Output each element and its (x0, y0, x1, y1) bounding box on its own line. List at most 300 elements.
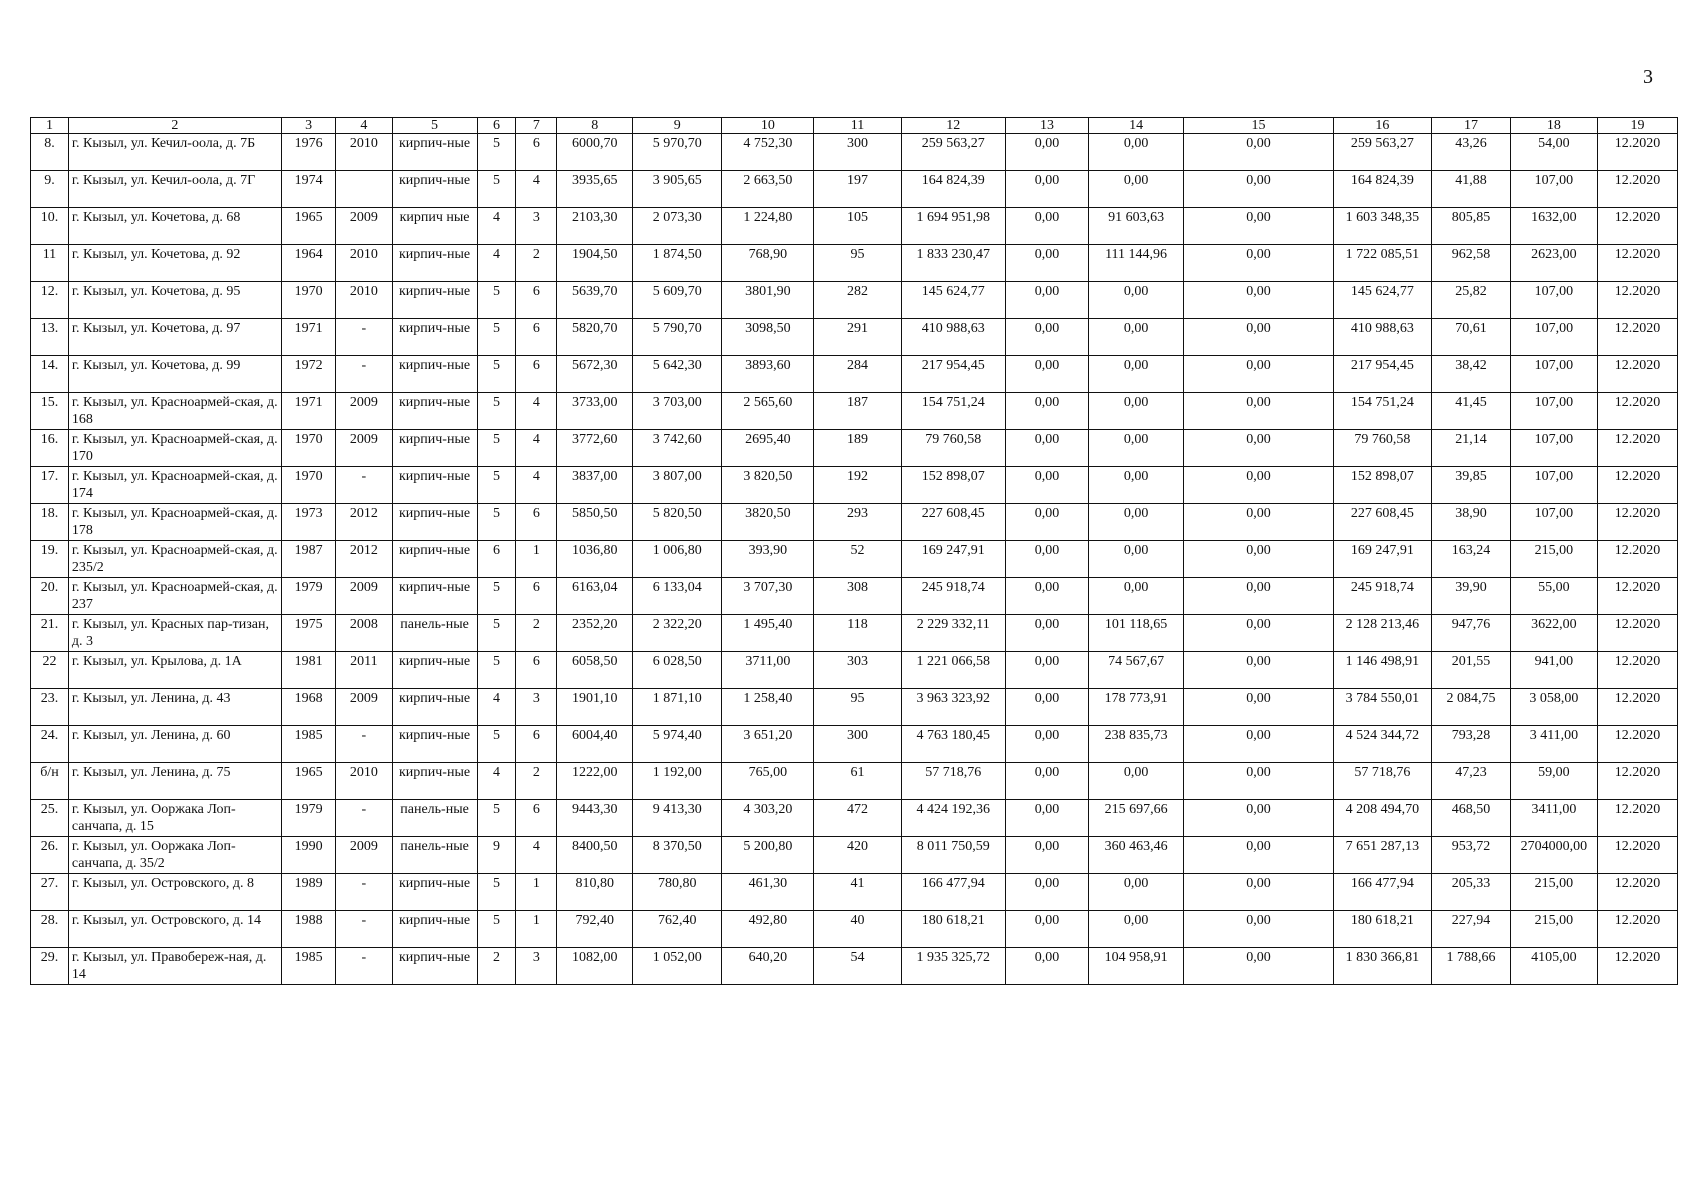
renovation-year-cell: - (336, 356, 392, 393)
total-area-cell: 3733,00 (557, 393, 633, 430)
floors-cell: 4 (477, 689, 516, 726)
cost-per-sqm-cell: 41,45 (1432, 393, 1511, 430)
table-row (31, 541, 1678, 578)
build-year-cell: 1988 (281, 911, 335, 948)
deadline-cell: 12.2020 (1597, 800, 1677, 837)
owners-share-cell: 1 722 085,51 (1333, 245, 1431, 282)
residents-cell: 472 (814, 800, 901, 837)
build-year-cell: 1985 (281, 948, 335, 985)
total-cost-cell: 227 608,45 (901, 504, 1005, 541)
build-year-cell: 1970 (281, 467, 335, 504)
floors-cell: 5 (477, 467, 516, 504)
wall-material-cell: панель-ные (392, 837, 477, 874)
renovation-year-cell: - (336, 948, 392, 985)
entrances-cell: 1 (516, 874, 557, 911)
total-cost-cell: 79 760,58 (901, 430, 1005, 467)
budget-share-cell: 0,00 (1088, 171, 1183, 208)
total-area-cell: 8400,50 (557, 837, 633, 874)
entrances-cell: 4 (516, 467, 557, 504)
cost-per-sqm-cell: 1 788,66 (1432, 948, 1511, 985)
column-number-cell: 17 (1432, 118, 1511, 134)
residents-cell: 308 (814, 578, 901, 615)
residents-cell: 40 (814, 911, 901, 948)
table-row (31, 800, 1678, 837)
fund-share-cell: 0,00 (1005, 726, 1088, 763)
residents-cell: 192 (814, 467, 901, 504)
limit-cost-cell: 2704000,00 (1510, 837, 1597, 874)
budget-share-cell: 178 773,91 (1088, 689, 1183, 726)
other-share-cell: 0,00 (1184, 282, 1334, 319)
other-share-cell: 0,00 (1184, 467, 1334, 504)
cost-per-sqm-cell: 227,94 (1432, 911, 1511, 948)
nonresidential-area-cell: 3893,60 (722, 356, 814, 393)
address-cell: г. Кызыл, ул. Кочетова, д. 68 (68, 208, 281, 245)
budget-share-cell: 0,00 (1088, 874, 1183, 911)
address-cell: г. Кызыл, ул. Красноармей-ская, д. 174 (68, 467, 281, 504)
residential-area-cell: 1 052,00 (633, 948, 722, 985)
column-number-cell: 11 (814, 118, 901, 134)
build-year-cell: 1970 (281, 282, 335, 319)
limit-cost-cell: 59,00 (1510, 763, 1597, 800)
owners-share-cell: 166 477,94 (1333, 874, 1431, 911)
budget-share-cell: 91 603,63 (1088, 208, 1183, 245)
table-row (31, 837, 1678, 874)
total-area-cell: 1222,00 (557, 763, 633, 800)
entrances-cell: 3 (516, 208, 557, 245)
total-area-cell: 810,80 (557, 874, 633, 911)
build-year-cell: 1971 (281, 319, 335, 356)
budget-share-cell: 0,00 (1088, 430, 1183, 467)
fund-share-cell: 0,00 (1005, 134, 1088, 171)
renovation-year-cell: 2010 (336, 282, 392, 319)
residents-cell: 420 (814, 837, 901, 874)
address-cell: г. Кызыл, ул. Кечил-оола, д. 7Б (68, 134, 281, 171)
total-area-cell: 3935,65 (557, 171, 633, 208)
owners-share-cell: 152 898,07 (1333, 467, 1431, 504)
build-year-cell: 1971 (281, 393, 335, 430)
budget-share-cell: 0,00 (1088, 393, 1183, 430)
fund-share-cell: 0,00 (1005, 245, 1088, 282)
floors-cell: 4 (477, 208, 516, 245)
fund-share-cell: 0,00 (1005, 430, 1088, 467)
table-row (31, 689, 1678, 726)
residential-area-cell: 3 807,00 (633, 467, 722, 504)
limit-cost-cell: 3411,00 (1510, 800, 1597, 837)
nonresidential-area-cell: 3711,00 (722, 652, 814, 689)
limit-cost-cell: 54,00 (1510, 134, 1597, 171)
table-row (31, 948, 1678, 985)
table-row (31, 615, 1678, 652)
limit-cost-cell: 215,00 (1510, 541, 1597, 578)
row-number-cell: 14. (31, 356, 69, 393)
wall-material-cell: кирпич-ные (392, 948, 477, 985)
total-cost-cell: 164 824,39 (901, 171, 1005, 208)
total-cost-cell: 245 918,74 (901, 578, 1005, 615)
cost-per-sqm-cell: 163,24 (1432, 541, 1511, 578)
address-cell: г. Кызыл, ул. Красных пар-тизан, д. 3 (68, 615, 281, 652)
fund-share-cell: 0,00 (1005, 652, 1088, 689)
total-area-cell: 1036,80 (557, 541, 633, 578)
nonresidential-area-cell: 3 820,50 (722, 467, 814, 504)
fund-share-cell: 0,00 (1005, 541, 1088, 578)
row-number-cell: 23. (31, 689, 69, 726)
address-cell: г. Кызыл, ул. Кечил-оола, д. 7Г (68, 171, 281, 208)
limit-cost-cell: 215,00 (1510, 874, 1597, 911)
total-cost-cell: 169 247,91 (901, 541, 1005, 578)
residents-cell: 291 (814, 319, 901, 356)
nonresidential-area-cell: 640,20 (722, 948, 814, 985)
renovation-year-cell: 2008 (336, 615, 392, 652)
owners-share-cell: 180 618,21 (1333, 911, 1431, 948)
floors-cell: 5 (477, 282, 516, 319)
wall-material-cell: кирпич-ные (392, 393, 477, 430)
deadline-cell: 12.2020 (1597, 245, 1677, 282)
total-cost-cell: 57 718,76 (901, 763, 1005, 800)
limit-cost-cell: 2623,00 (1510, 245, 1597, 282)
budget-share-cell: 0,00 (1088, 467, 1183, 504)
column-number-row (31, 118, 1678, 134)
floors-cell: 6 (477, 541, 516, 578)
deadline-cell: 12.2020 (1597, 911, 1677, 948)
residents-cell: 282 (814, 282, 901, 319)
total-area-cell: 6163,04 (557, 578, 633, 615)
nonresidential-area-cell: 4 752,30 (722, 134, 814, 171)
owners-share-cell: 164 824,39 (1333, 171, 1431, 208)
wall-material-cell: кирпич-ные (392, 763, 477, 800)
owners-share-cell: 2 128 213,46 (1333, 615, 1431, 652)
limit-cost-cell: 3622,00 (1510, 615, 1597, 652)
limit-cost-cell: 107,00 (1510, 171, 1597, 208)
nonresidential-area-cell: 3 651,20 (722, 726, 814, 763)
row-number-cell: 26. (31, 837, 69, 874)
other-share-cell: 0,00 (1184, 319, 1334, 356)
table-row (31, 763, 1678, 800)
total-cost-cell: 4 763 180,45 (901, 726, 1005, 763)
budget-share-cell: 0,00 (1088, 911, 1183, 948)
row-number-cell: 12. (31, 282, 69, 319)
floors-cell: 4 (477, 245, 516, 282)
renovation-year-cell: - (336, 467, 392, 504)
build-year-cell: 1979 (281, 578, 335, 615)
entrances-cell: 3 (516, 689, 557, 726)
owners-share-cell: 4 524 344,72 (1333, 726, 1431, 763)
owners-share-cell: 1 603 348,35 (1333, 208, 1431, 245)
build-year-cell: 1965 (281, 763, 335, 800)
residential-area-cell: 5 642,30 (633, 356, 722, 393)
residential-area-cell: 2 322,20 (633, 615, 722, 652)
residents-cell: 300 (814, 134, 901, 171)
cost-per-sqm-cell: 793,28 (1432, 726, 1511, 763)
cost-per-sqm-cell: 805,85 (1432, 208, 1511, 245)
entrances-cell: 3 (516, 948, 557, 985)
budget-share-cell: 0,00 (1088, 319, 1183, 356)
page-number: 3 (1643, 66, 1653, 88)
row-number-cell: 19. (31, 541, 69, 578)
deadline-cell: 12.2020 (1597, 615, 1677, 652)
column-number-cell: 10 (722, 118, 814, 134)
wall-material-cell: кирпич ные (392, 208, 477, 245)
deadline-cell: 12.2020 (1597, 134, 1677, 171)
budget-share-cell: 0,00 (1088, 134, 1183, 171)
deadline-cell: 12.2020 (1597, 504, 1677, 541)
budget-share-cell: 238 835,73 (1088, 726, 1183, 763)
entrances-cell: 6 (516, 578, 557, 615)
renovation-year-cell: - (336, 911, 392, 948)
entrances-cell: 4 (516, 393, 557, 430)
nonresidential-area-cell: 3 707,30 (722, 578, 814, 615)
renovation-year-cell: 2009 (336, 578, 392, 615)
nonresidential-area-cell: 393,90 (722, 541, 814, 578)
build-year-cell: 1975 (281, 615, 335, 652)
budget-share-cell: 0,00 (1088, 763, 1183, 800)
other-share-cell: 0,00 (1184, 763, 1334, 800)
floors-cell: 5 (477, 726, 516, 763)
address-cell: г. Кызыл, ул. Ленина, д. 60 (68, 726, 281, 763)
wall-material-cell: кирпич-ные (392, 171, 477, 208)
nonresidential-area-cell: 4 303,20 (722, 800, 814, 837)
residents-cell: 303 (814, 652, 901, 689)
build-year-cell: 1979 (281, 800, 335, 837)
renovation-year-cell: - (336, 726, 392, 763)
residents-cell: 284 (814, 356, 901, 393)
renovation-year-cell: 2010 (336, 134, 392, 171)
column-number-cell: 6 (477, 118, 516, 134)
wall-material-cell: кирпич-ные (392, 504, 477, 541)
deadline-cell: 12.2020 (1597, 171, 1677, 208)
row-number-cell: 9. (31, 171, 69, 208)
row-number-cell: 25. (31, 800, 69, 837)
other-share-cell: 0,00 (1184, 948, 1334, 985)
cost-per-sqm-cell: 39,85 (1432, 467, 1511, 504)
address-cell: г. Кызыл, ул. Красноармей-ская, д. 170 (68, 430, 281, 467)
limit-cost-cell: 107,00 (1510, 356, 1597, 393)
renovation-year-cell: - (336, 319, 392, 356)
deadline-cell: 12.2020 (1597, 393, 1677, 430)
build-year-cell: 1974 (281, 171, 335, 208)
wall-material-cell: кирпич-ные (392, 874, 477, 911)
address-cell: г. Кызыл, ул. Красноармей-ская, д. 178 (68, 504, 281, 541)
residents-cell: 41 (814, 874, 901, 911)
address-cell: г. Кызыл, ул. Кочетова, д. 97 (68, 319, 281, 356)
column-number-cell: 14 (1088, 118, 1183, 134)
floors-cell: 5 (477, 800, 516, 837)
owners-share-cell: 227 608,45 (1333, 504, 1431, 541)
row-number-cell: б/н (31, 763, 69, 800)
fund-share-cell: 0,00 (1005, 948, 1088, 985)
deadline-cell: 12.2020 (1597, 689, 1677, 726)
nonresidential-area-cell: 461,30 (722, 874, 814, 911)
row-number-cell: 15. (31, 393, 69, 430)
address-cell: г. Кызыл, ул. Ооржака Лоп-санчапа, д. 15 (68, 800, 281, 837)
table-row (31, 578, 1678, 615)
wall-material-cell: кирпич-ные (392, 726, 477, 763)
nonresidential-area-cell: 2695,40 (722, 430, 814, 467)
residential-area-cell: 1 006,80 (633, 541, 722, 578)
residents-cell: 293 (814, 504, 901, 541)
fund-share-cell: 0,00 (1005, 356, 1088, 393)
total-cost-cell: 4 424 192,36 (901, 800, 1005, 837)
floors-cell: 5 (477, 504, 516, 541)
total-area-cell: 1901,10 (557, 689, 633, 726)
nonresidential-area-cell: 1 224,80 (722, 208, 814, 245)
total-cost-cell: 217 954,45 (901, 356, 1005, 393)
cost-per-sqm-cell: 70,61 (1432, 319, 1511, 356)
row-number-cell: 13. (31, 319, 69, 356)
budget-share-cell: 0,00 (1088, 578, 1183, 615)
table-row (31, 874, 1678, 911)
build-year-cell: 1981 (281, 652, 335, 689)
deadline-cell: 12.2020 (1597, 726, 1677, 763)
residents-cell: 61 (814, 763, 901, 800)
nonresidential-area-cell: 2 663,50 (722, 171, 814, 208)
column-number-cell: 15 (1184, 118, 1334, 134)
other-share-cell: 0,00 (1184, 245, 1334, 282)
fund-share-cell: 0,00 (1005, 504, 1088, 541)
address-cell: г. Кызыл, ул. Красноармей-ская, д. 168 (68, 393, 281, 430)
owners-share-cell: 145 624,77 (1333, 282, 1431, 319)
address-cell: г. Кызыл, ул. Крылова, д. 1А (68, 652, 281, 689)
deadline-cell: 12.2020 (1597, 541, 1677, 578)
total-area-cell: 6000,70 (557, 134, 633, 171)
total-area-cell: 6058,50 (557, 652, 633, 689)
entrances-cell: 1 (516, 541, 557, 578)
residents-cell: 189 (814, 430, 901, 467)
renovation-year-cell: 2010 (336, 763, 392, 800)
deadline-cell: 12.2020 (1597, 837, 1677, 874)
address-cell: г. Кызыл, ул. Островского, д. 8 (68, 874, 281, 911)
renovation-year-cell: 2009 (336, 430, 392, 467)
limit-cost-cell: 107,00 (1510, 393, 1597, 430)
build-year-cell: 1965 (281, 208, 335, 245)
table-row (31, 134, 1678, 171)
other-share-cell: 0,00 (1184, 615, 1334, 652)
fund-share-cell: 0,00 (1005, 911, 1088, 948)
budget-share-cell: 0,00 (1088, 541, 1183, 578)
build-year-cell: 1968 (281, 689, 335, 726)
budget-share-cell: 0,00 (1088, 282, 1183, 319)
residential-area-cell: 9 413,30 (633, 800, 722, 837)
entrances-cell: 6 (516, 652, 557, 689)
fund-share-cell: 0,00 (1005, 874, 1088, 911)
residential-area-cell: 1 874,50 (633, 245, 722, 282)
entrances-cell: 2 (516, 615, 557, 652)
entrances-cell: 6 (516, 282, 557, 319)
budget-share-cell: 74 567,67 (1088, 652, 1183, 689)
table-row (31, 245, 1678, 282)
fund-share-cell: 0,00 (1005, 393, 1088, 430)
other-share-cell: 0,00 (1184, 726, 1334, 763)
limit-cost-cell: 107,00 (1510, 282, 1597, 319)
build-year-cell: 1989 (281, 874, 335, 911)
address-cell: г. Кызыл, ул. Ленина, д. 75 (68, 763, 281, 800)
other-share-cell: 0,00 (1184, 874, 1334, 911)
wall-material-cell: кирпич-ные (392, 134, 477, 171)
address-cell: г. Кызыл, ул. Ооржака Лоп-санчапа, д. 35/2 (68, 837, 281, 874)
budget-share-cell: 111 144,96 (1088, 245, 1183, 282)
residents-cell: 118 (814, 615, 901, 652)
entrances-cell: 6 (516, 800, 557, 837)
fund-share-cell: 0,00 (1005, 763, 1088, 800)
entrances-cell: 4 (516, 171, 557, 208)
table-row (31, 430, 1678, 467)
owners-share-cell: 154 751,24 (1333, 393, 1431, 430)
cost-per-sqm-cell: 201,55 (1432, 652, 1511, 689)
column-number-cell: 5 (392, 118, 477, 134)
table-row (31, 171, 1678, 208)
budget-share-cell: 0,00 (1088, 356, 1183, 393)
wall-material-cell: кирпич-ные (392, 356, 477, 393)
renovation-year-cell: 2012 (336, 541, 392, 578)
budget-share-cell: 215 697,66 (1088, 800, 1183, 837)
other-share-cell: 0,00 (1184, 837, 1334, 874)
renovation-year-cell: - (336, 874, 392, 911)
total-cost-cell: 259 563,27 (901, 134, 1005, 171)
entrances-cell: 1 (516, 911, 557, 948)
cost-per-sqm-cell: 47,23 (1432, 763, 1511, 800)
cost-per-sqm-cell: 947,76 (1432, 615, 1511, 652)
other-share-cell: 0,00 (1184, 208, 1334, 245)
residential-area-cell: 8 370,50 (633, 837, 722, 874)
build-year-cell: 1985 (281, 726, 335, 763)
other-share-cell: 0,00 (1184, 541, 1334, 578)
other-share-cell: 0,00 (1184, 578, 1334, 615)
deadline-cell: 12.2020 (1597, 763, 1677, 800)
table-row (31, 467, 1678, 504)
wall-material-cell: панель-ные (392, 800, 477, 837)
entrances-cell: 6 (516, 134, 557, 171)
total-area-cell: 3837,00 (557, 467, 633, 504)
fund-share-cell: 0,00 (1005, 615, 1088, 652)
cost-per-sqm-cell: 38,42 (1432, 356, 1511, 393)
deadline-cell: 12.2020 (1597, 208, 1677, 245)
nonresidential-area-cell: 2 565,60 (722, 393, 814, 430)
other-share-cell: 0,00 (1184, 134, 1334, 171)
renovation-year-cell: 2009 (336, 208, 392, 245)
row-number-cell: 21. (31, 615, 69, 652)
entrances-cell: 4 (516, 837, 557, 874)
address-cell: г. Кызыл, ул. Ленина, д. 43 (68, 689, 281, 726)
owners-share-cell: 79 760,58 (1333, 430, 1431, 467)
total-cost-cell: 410 988,63 (901, 319, 1005, 356)
column-number-cell: 7 (516, 118, 557, 134)
deadline-cell: 12.2020 (1597, 319, 1677, 356)
build-year-cell: 1990 (281, 837, 335, 874)
table-row (31, 504, 1678, 541)
deadline-cell: 12.2020 (1597, 467, 1677, 504)
total-area-cell: 5850,50 (557, 504, 633, 541)
wall-material-cell: панель-ные (392, 615, 477, 652)
entrances-cell: 2 (516, 245, 557, 282)
table-row (31, 208, 1678, 245)
residents-cell: 300 (814, 726, 901, 763)
entrances-cell: 6 (516, 504, 557, 541)
entrances-cell: 4 (516, 430, 557, 467)
other-share-cell: 0,00 (1184, 171, 1334, 208)
owners-share-cell: 1 146 498,91 (1333, 652, 1431, 689)
floors-cell: 5 (477, 171, 516, 208)
fund-share-cell: 0,00 (1005, 578, 1088, 615)
total-area-cell: 792,40 (557, 911, 633, 948)
row-number-cell: 16. (31, 430, 69, 467)
floors-cell: 5 (477, 874, 516, 911)
deadline-cell: 12.2020 (1597, 430, 1677, 467)
owners-share-cell: 259 563,27 (1333, 134, 1431, 171)
residential-area-cell: 6 028,50 (633, 652, 722, 689)
address-cell: г. Кызыл, ул. Красноармей-ская, д. 237 (68, 578, 281, 615)
limit-cost-cell: 3 058,00 (1510, 689, 1597, 726)
residents-cell: 95 (814, 245, 901, 282)
owners-share-cell: 217 954,45 (1333, 356, 1431, 393)
